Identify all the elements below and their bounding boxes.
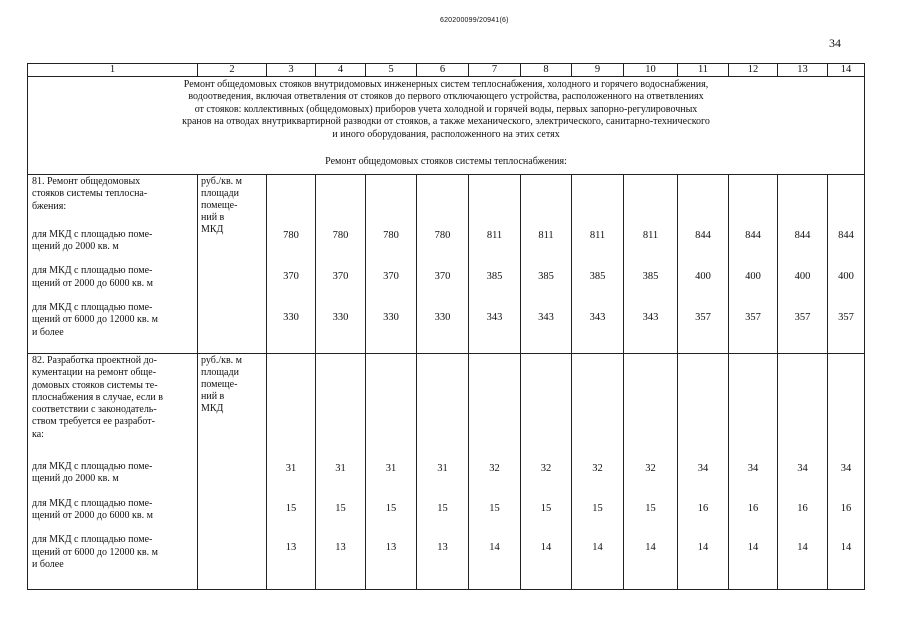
row-desc-line: щений от 2000 до 6000 кв. м [32, 509, 153, 521]
item-row-82 [28, 354, 865, 590]
row-desc-line: для МКД с площадью поме- [32, 265, 153, 277]
header-row [28, 64, 865, 77]
value: 400 [794, 271, 811, 282]
header-col-13: 13 [778, 64, 828, 77]
header-col-5: 5 [366, 64, 417, 77]
value: 16 [840, 503, 852, 514]
value: 385 [589, 271, 606, 282]
value: 31 [437, 463, 448, 474]
value-cell [417, 175, 469, 354]
row-desc-line: и более [32, 558, 64, 570]
value: 16 [697, 503, 709, 514]
value-cell [678, 175, 729, 354]
value-cell [729, 354, 778, 590]
header-col-12: 12 [729, 64, 778, 77]
value-cell [469, 175, 521, 354]
value: 330 [434, 312, 451, 323]
value: 343 [538, 312, 554, 323]
value-cell [624, 175, 678, 354]
value: 13 [335, 542, 346, 553]
row-desc-line: для МКД с площадью поме- [32, 497, 153, 509]
value: 14 [747, 542, 759, 553]
row-desc-line: для МКД с площадью поме- [32, 461, 153, 473]
value: 811 [538, 230, 554, 241]
value: 13 [437, 542, 448, 553]
item-unit [198, 175, 267, 354]
value: 32 [489, 463, 500, 474]
unit-line: МКД [201, 403, 224, 414]
section-line: Ремонт общедомовых стояков внутридомовых инженерных систем теплоснабжения, холодного и горячего водоснабжения, [183, 79, 709, 90]
header-col-14: 14 [828, 64, 865, 77]
item-unit [198, 354, 267, 590]
unit-line: помеще- [201, 200, 238, 211]
section-line: и иного оборудования, расположенного на этих сетях [332, 128, 560, 140]
row-desc-line: щений от 2000 до 6000 кв. м [32, 277, 153, 289]
row-desc-line: щений до 2000 кв. м [32, 473, 119, 485]
value: 32 [540, 463, 552, 474]
value: 15 [335, 503, 346, 514]
item-description [28, 354, 198, 590]
value-cell [729, 175, 778, 354]
row-desc-line: для МКД с площадью поме- [32, 534, 153, 546]
value: 32 [592, 463, 603, 474]
value: 31 [285, 463, 297, 474]
value: 811 [642, 230, 659, 241]
value: 400 [838, 271, 854, 282]
section-subtitle: Ремонт общедомовых стояков системы теплоснабжения: [325, 156, 567, 168]
header-col-10: 10 [624, 64, 678, 77]
value: 357 [745, 312, 761, 323]
value: 343 [642, 312, 659, 323]
value: 15 [489, 503, 500, 514]
unit-line: ний в [201, 212, 225, 223]
value: 844 [745, 230, 761, 241]
item-title-line: плоснабжения в случае, если в [32, 391, 163, 403]
unit-line: руб./кв. м [201, 176, 243, 187]
value: 14 [540, 542, 552, 553]
value: 844 [695, 230, 711, 241]
item-title-line: 82. Разработка проектной до- [32, 355, 157, 366]
value: 13 [285, 542, 297, 553]
value-cell [778, 175, 828, 354]
value: 385 [642, 271, 659, 282]
value-cell [624, 354, 678, 590]
value-cell [267, 175, 316, 354]
value: 330 [283, 312, 299, 323]
header-col-1: 1 [28, 64, 198, 77]
unit-line: ний в [201, 391, 225, 402]
value-cell [572, 354, 624, 590]
value: 370 [383, 271, 399, 282]
value: 15 [592, 503, 603, 514]
unit-line: площади [201, 367, 239, 378]
section-row [28, 77, 865, 175]
value: 357 [695, 312, 711, 323]
value: 780 [283, 230, 299, 241]
value: 370 [283, 271, 299, 282]
value: 343 [589, 312, 606, 323]
value: 34 [840, 463, 852, 474]
section-title [28, 77, 865, 175]
value-cell [366, 175, 417, 354]
section-line: водоотведения, включая ответвления от стояков до первого отключающего устройства, расположенного на ответвлениях [188, 91, 704, 103]
value: 370 [332, 271, 349, 282]
row-desc-line: для МКД с площадью поме- [32, 302, 153, 314]
unit-line: площади [201, 188, 239, 199]
value: 32 [645, 463, 656, 474]
item-title-line: соответствии с законодатель- [32, 404, 157, 416]
value: 16 [747, 503, 759, 514]
value: 385 [486, 271, 503, 282]
value: 34 [697, 463, 709, 474]
row-desc-line: и более [32, 326, 64, 338]
item-title-line: ством требуется ее разработ- [32, 416, 155, 428]
value: 14 [645, 542, 656, 553]
value-cell [316, 175, 366, 354]
row-desc-line: щений от 6000 до 12000 кв. м [32, 546, 158, 558]
unit-line: руб./кв. м [201, 355, 243, 366]
item-row-81 [28, 175, 865, 354]
value: 15 [285, 503, 297, 514]
value-cell [469, 354, 521, 590]
value: 330 [383, 312, 399, 323]
value: 16 [797, 503, 808, 514]
page-number: 34 [829, 36, 841, 50]
unit-line: МКД [201, 224, 224, 235]
value: 14 [697, 542, 709, 553]
value: 811 [486, 230, 503, 241]
tariff-table [27, 63, 865, 590]
item-title-line: ка: [32, 428, 44, 440]
value-cell [828, 175, 865, 354]
value: 780 [332, 230, 349, 241]
value: 31 [335, 463, 346, 474]
header-col-6: 6 [417, 64, 469, 77]
value: 343 [486, 312, 503, 323]
value: 34 [747, 463, 759, 474]
value: 844 [794, 230, 811, 241]
value: 14 [797, 542, 808, 553]
row-desc-line: щений от 6000 до 12000 кв. м [32, 314, 158, 326]
header-col-4: 4 [316, 64, 366, 77]
value: 14 [592, 542, 603, 553]
value-cell [417, 354, 469, 590]
item-title-line: бжения: [32, 200, 67, 212]
value: 400 [745, 271, 761, 282]
value: 15 [540, 503, 552, 514]
value: 14 [489, 542, 500, 553]
value: 811 [589, 230, 606, 241]
value: 385 [538, 271, 554, 282]
value: 400 [695, 271, 711, 282]
value: 370 [434, 271, 451, 282]
value: 15 [385, 503, 397, 514]
value: 780 [383, 230, 399, 241]
item-description [28, 175, 198, 354]
row-desc-line: для МКД с площадью поме- [32, 228, 153, 240]
section-line: от стояков: коллективных (общедомовых) приборов учета холодной и горячей воды, первых запорно-регулировочных [194, 103, 698, 115]
value: 31 [385, 463, 397, 474]
item-title-line: домовых стояков системы те- [32, 379, 158, 391]
header-col-2: 2 [198, 64, 267, 77]
value-cell [572, 175, 624, 354]
value: 780 [434, 230, 451, 241]
unit-line: помеще- [201, 379, 238, 390]
header-col-9: 9 [572, 64, 624, 77]
section-line: кранов на отводах внутриквартирной разводки от стояков, а также механического, электрического, санитарно-технического [182, 116, 710, 128]
item-title-line: стояков системы теплосна- [32, 188, 148, 200]
item-title-line: кументации на ремонт обще- [32, 367, 157, 379]
value-cell [267, 354, 316, 590]
value-cell [521, 354, 572, 590]
value: 14 [840, 542, 852, 553]
value: 357 [838, 312, 854, 323]
value: 844 [838, 230, 854, 241]
value-cell [828, 354, 865, 590]
row-desc-line: щений до 2000 кв. м [32, 241, 119, 253]
value: 13 [385, 542, 397, 553]
item-title-line: 81. Ремонт общедомовых [32, 176, 141, 187]
value: 34 [797, 463, 808, 474]
value-cell [316, 354, 366, 590]
document-id: 620200099/20941(6) [440, 17, 509, 24]
value: 330 [332, 312, 349, 323]
header-col-8: 8 [521, 64, 572, 77]
value: 15 [437, 503, 448, 514]
value-cell [521, 175, 572, 354]
value: 15 [645, 503, 656, 514]
header-col-3: 3 [267, 64, 316, 77]
value-cell [678, 354, 729, 590]
value-cell [366, 354, 417, 590]
header-col-11: 11 [678, 64, 729, 77]
value-cell [778, 354, 828, 590]
header-col-7: 7 [469, 64, 521, 77]
value: 357 [794, 312, 811, 323]
